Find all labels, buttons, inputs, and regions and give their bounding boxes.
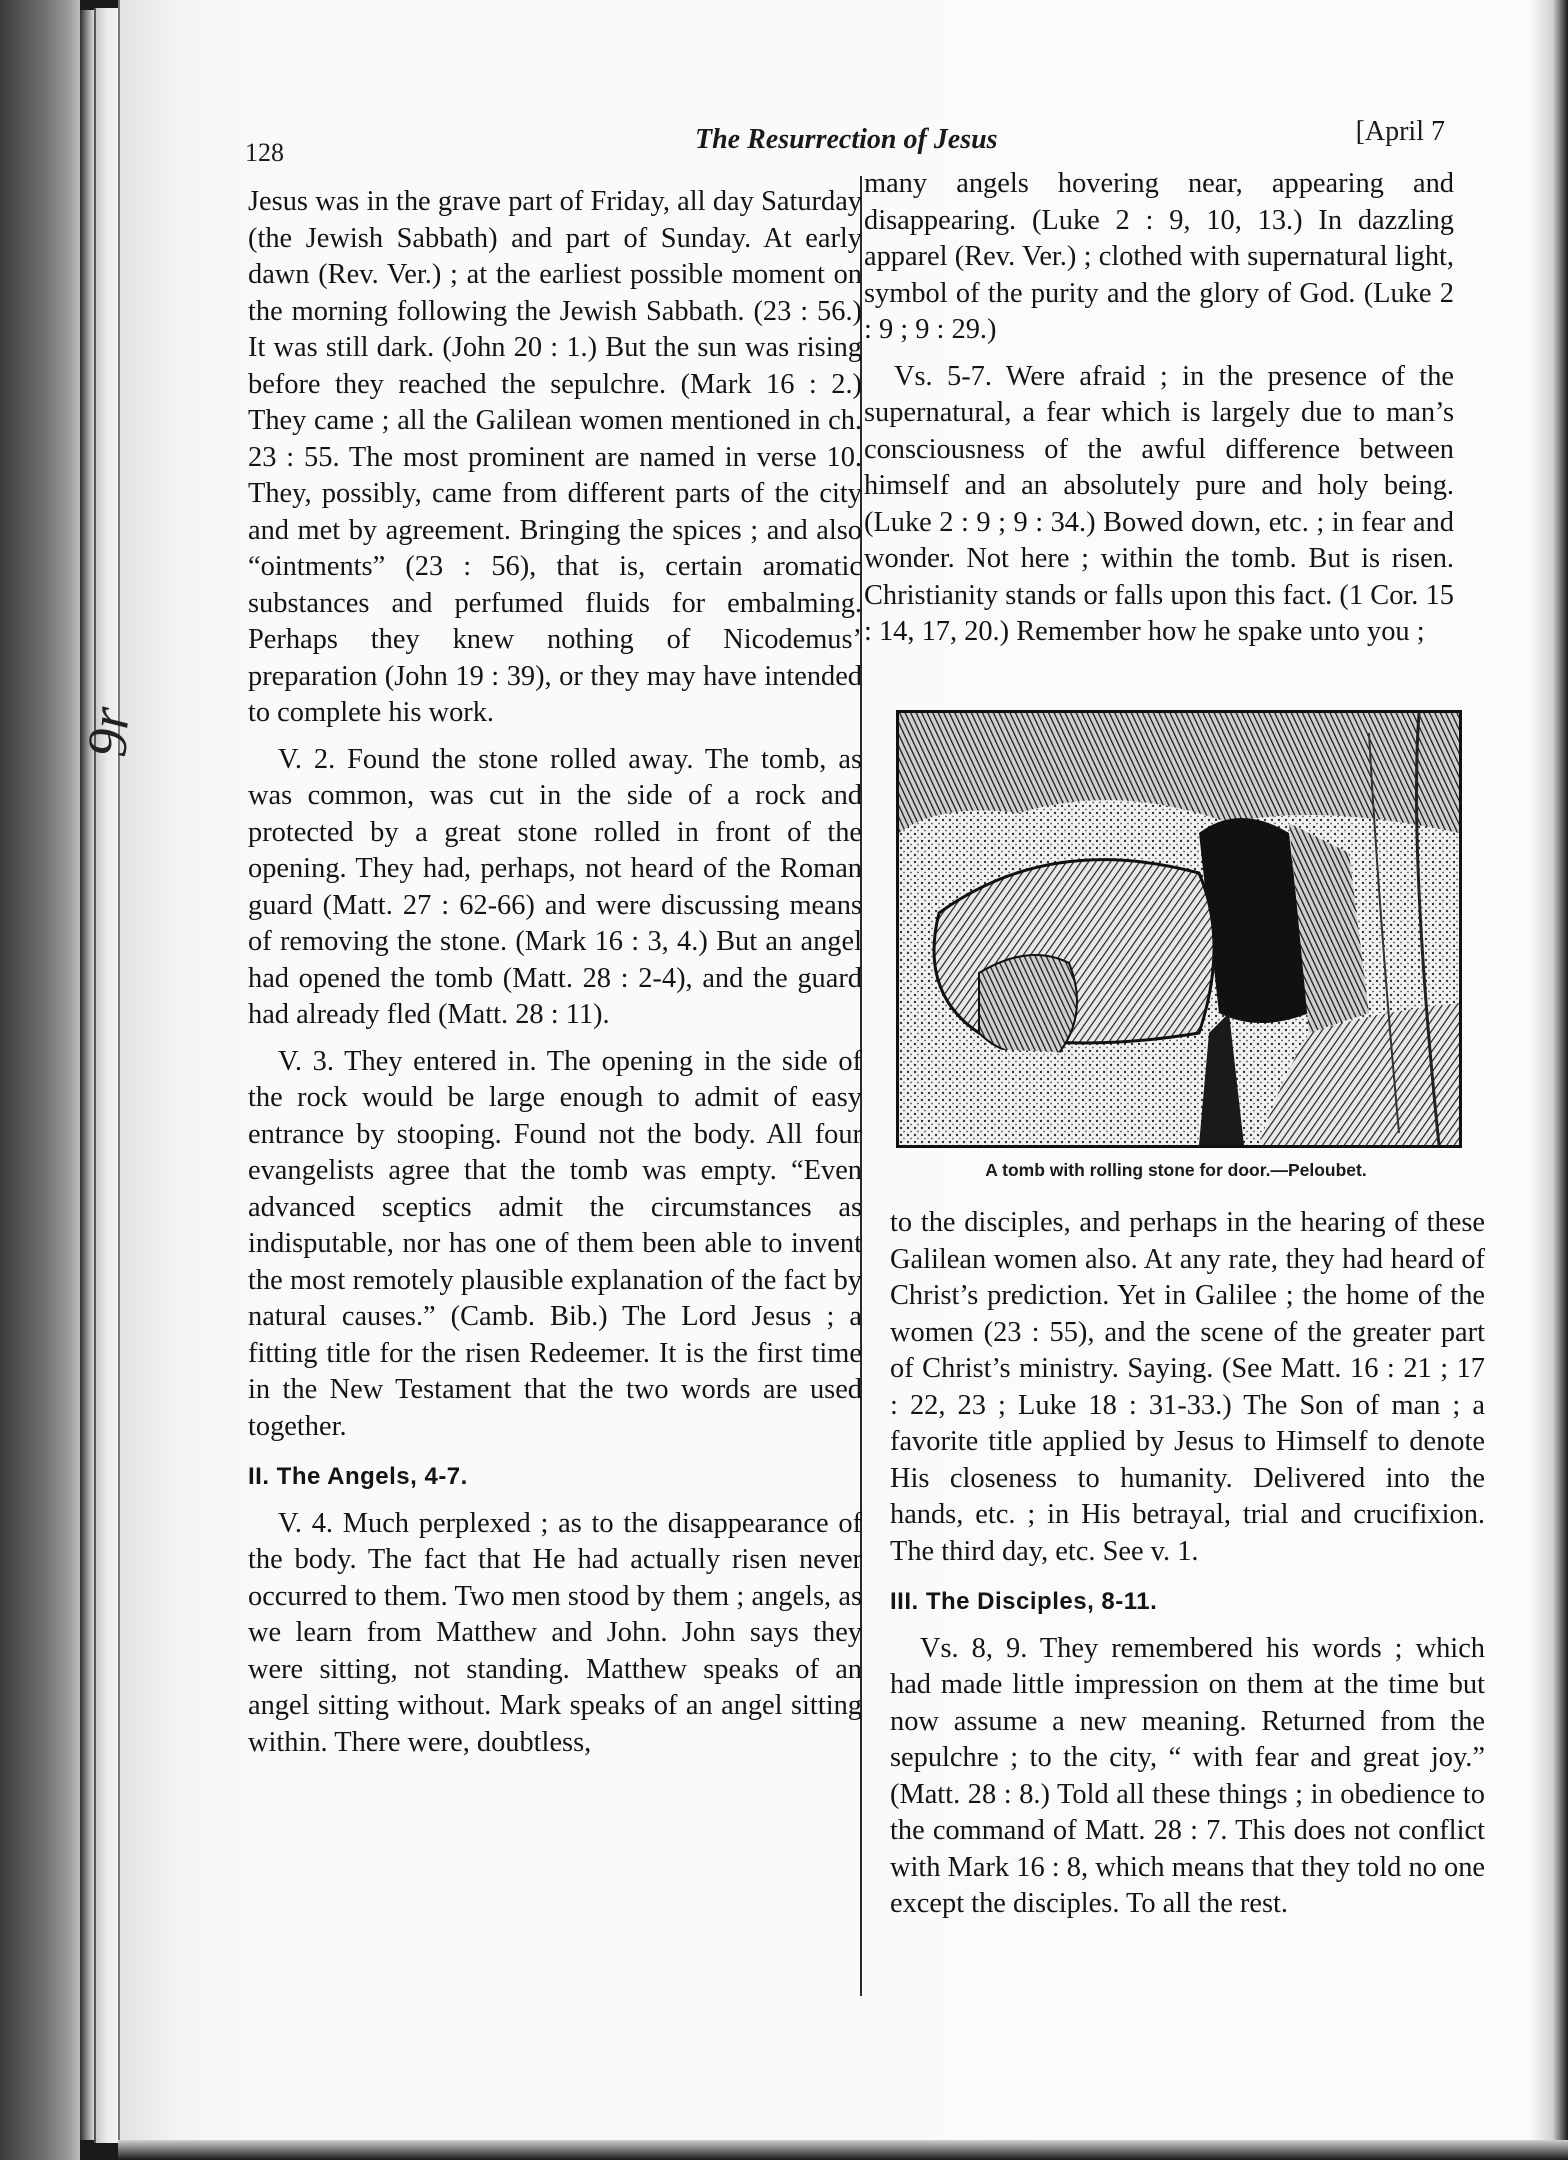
paragraph: Vs. 5-7. Were afraid ; in the presence of the supernatural, a fear which is largely due to man’s consciousness of the awful difference between himself and an absolutely pure and holy being. (Luke 2 : 9 ; 9 : 34.) Bowed down, etc. ; in fear and wonder. Not here ; within the tomb. But is risen. Christianity stands or falls upon this fact. (1 Cor. 15 : 14, 17, 20.) Remember how he spake unto you ; <box>864 360 1454 647</box>
paragraph: Jesus was in the grave part of Friday, all day Saturday (the Jewish Sabbath) and part of Sunday. At early dawn (Rev. Ver.) ; at the earliest possible moment on the morning following the Jewish Sabbath. (23 : 56.) It was still dark. (John 20 : 1.) But the sun was rising before they reached the sepulchre. (Mark 16 : 2.) They came ; all the Galilean women mentioned in ch. 23 : 55. The most prominent are named in verse 10. They, possibly, came from different parts of the city and met by agreement. Bringing the spices ; and also “ointments” (23 : 56), that is, certain aromatic substances and perfumed fluids for embalming. Perhaps they knew nothing of Nicodemus’ preparation (John 19 : 39), or they may have intended to complete his work. <box>248 186 862 728</box>
running-date: [April 7 <box>1355 116 1445 147</box>
paragraph: V. 4. Much perplexed ; as to the disappearance of the body. The fact that He had actually risen never occurred to them. Two men stood by them ; angels, as we learn from Matthew and John. John says they were sitting, not standing. Matthew speaks of an angel sitting without. Mark speaks of an angel sitting within. There were, doubtless, <box>248 1507 862 1758</box>
tomb-illustration <box>896 710 1462 1148</box>
right-column-top <box>864 166 1454 651</box>
book-spine-edge <box>80 10 94 2140</box>
handwritten-margin-note: 9r <box>76 704 142 760</box>
running-title: The Resurrection of Jesus <box>695 124 998 155</box>
paragraph: to the disciples, and perhaps in the hearing of these Galilean women also. At any rate, they had heard of Christ’s prediction. Yet in Galilee ; the home of the women (23 : 55), and the scene of the greater part of Christ’s ministry. Saying. (See Matt. 16 : 21 ; 17 : 22, 23 ; Luke 18 : 31-33.) The Son of man ; a favorite title applied by Jesus to Himself to denote His closeness to humanity. Delivered into the hands, etc. ; in His betrayal, trial and crucifixion. The third day, etc. See v. 1. <box>890 1207 1485 1567</box>
right-column-bottom <box>890 1205 1485 1923</box>
paragraph: Vs. 8, 9. They remembered his words ; which had made little impression on them at the time but now assume a new meaning. Returned from the sepulchre ; to the city, “ with fear and great joy.” (Matt. 28 : 8.) Told all these things ; in obedience to the command of Matt. 28 : 7. This does not conflict with Mark 16 : 8, which means that they told no one except the disciples. To all the rest. <box>890 1632 1485 1919</box>
running-header <box>245 116 1445 166</box>
paragraph: many angels hovering near, appearing and disappearing. (Luke 2 : 9, 10, 13.) In dazzling apparel (Rev. Ver.) ; clothed with supernatural light, symbol of the purity and the glory of God. (Luke 2 : 9 ; 9 : 29.) <box>864 168 1454 345</box>
paragraph: V. 2. Found the stone rolled away. The tomb, as was common, was cut in the side of a rock and protected by a great stone rolled in front of the opening. They had, perhaps, not heard of the Roman guard (Matt. 27 : 62-66) and were discussing means of removing the stone. (Mark 16 : 3, 4.) But an angel had opened the tomb (Matt. 28 : 2-4), and the guard had already fled (Matt. 28 : 11). <box>248 743 862 1030</box>
page-bottom-edge <box>118 2140 1568 2160</box>
section-heading: II. The Angels, 4-7. <box>248 1463 468 1490</box>
book-board <box>0 0 80 2160</box>
left-column <box>248 184 862 1761</box>
page-right-edge <box>1530 0 1568 2160</box>
paragraph: V. 3. They entered in. The opening in the side of the rock would be large enough to admit of easy entrance by stooping. Found not the body. All four evangelists agree that the tomb was empty. “Even advanced sceptics admit the circumstances as indisputable, nor has one of them been able to invent the most remotely plausible explanation of the fact by natural causes.” (Camb. Bib.) The Lord Jesus ; a fitting title for the risen Redeemer. It is the first time in the New Testament that the two words are used together. <box>248 1045 862 1442</box>
page-number: 128 <box>245 138 284 167</box>
figure-caption: A tomb with rolling stone for door.—Peloubet. <box>985 1160 1367 1180</box>
section-heading: III. The Disciples, 8-11. <box>890 1588 1158 1615</box>
